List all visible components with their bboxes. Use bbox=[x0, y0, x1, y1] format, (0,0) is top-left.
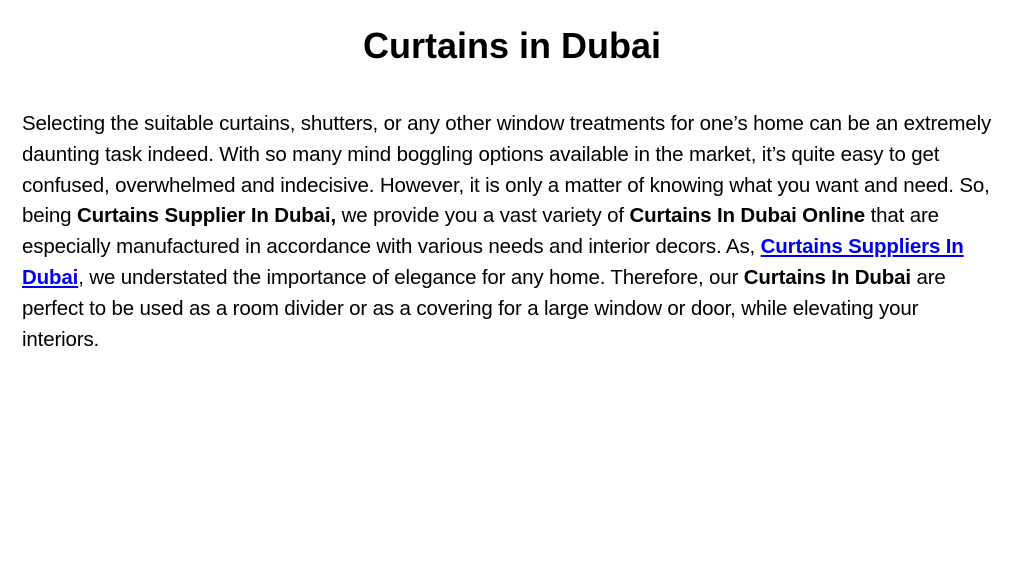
paragraph-text-2: we provide you a vast variety of bbox=[336, 204, 630, 228]
body-paragraph bbox=[22, 109, 997, 355]
paragraph-text-5: are perfect to be used as a room divider or as a covering for a large window or door, while elevating your interiors. bbox=[22, 265, 946, 351]
bold-curtains-online: Curtains In Dubai Online bbox=[629, 204, 866, 228]
paragraph-text-1: Selecting the suitable curtains, shutters, or any other window treatments for one’s home can be an extremely daunting task indeed. With so many mind boggling options available in the market, it’s quite easy to get confused, overwhelmed and indecisive. However, it is only a matter of knowing what you want and need. So, being bbox=[22, 112, 992, 228]
page-title: Curtains in Dubai bbox=[362, 25, 662, 66]
paragraph-text-4: , we understated the importance of elegance for any home. Therefore, our bbox=[78, 265, 744, 289]
bold-curtains-in-dubai: Curtains In Dubai bbox=[743, 265, 911, 289]
curtains-suppliers-link[interactable]: Curtains Suppliers In Dubai bbox=[22, 235, 964, 289]
paragraph-text-3: that are especially manufactured in accordance with various needs and interior decors. As, bbox=[22, 204, 939, 259]
bold-curtains-supplier: Curtains Supplier In Dubai, bbox=[76, 204, 337, 228]
